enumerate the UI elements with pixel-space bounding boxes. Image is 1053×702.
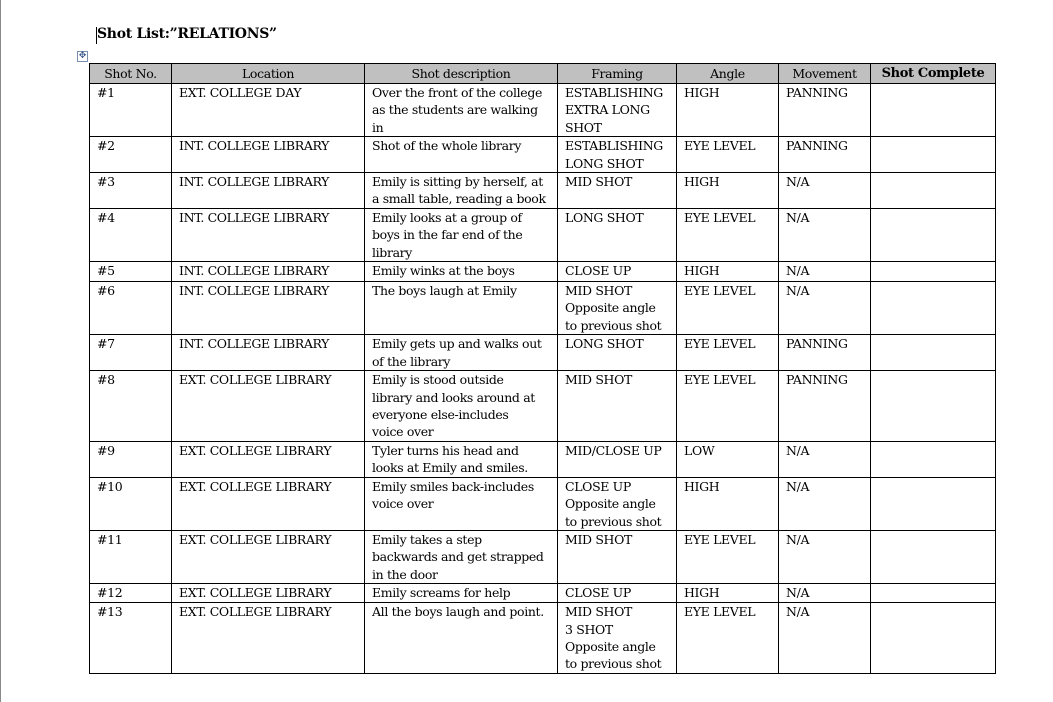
cell-movement[interactable]: PANNING: [779, 335, 871, 371]
cell-movement[interactable]: N/A: [779, 173, 871, 209]
cell-location[interactable]: INT. COLLEGE LIBRARY: [172, 137, 365, 173]
cell-angle[interactable]: EYE LEVEL: [677, 282, 779, 335]
cell-movement[interactable]: PANNING: [779, 371, 871, 442]
cell-description-line: voice over: [372, 496, 434, 512]
cell-angle[interactable]: EYE LEVEL: [677, 371, 779, 442]
cell-description-line: looks at Emily and smiles.: [372, 460, 528, 476]
table-row: [90, 335, 996, 371]
cell-framing[interactable]: [558, 335, 677, 371]
cell-angle[interactable]: HIGH: [677, 173, 779, 209]
cell-framing-line: MID SHOT: [565, 372, 632, 388]
header-shot-complete[interactable]: Shot Complete: [871, 64, 996, 84]
cell-movement[interactable]: PANNING: [779, 137, 871, 173]
cell-location[interactable]: EXT. COLLEGE LIBRARY: [172, 441, 365, 477]
cell-framing-line: MID/CLOSE UP: [565, 442, 662, 458]
cell-description[interactable]: [365, 371, 558, 442]
cell-framing-line: to previous shot: [565, 513, 662, 529]
cell-description-line: everyone else-includes: [372, 406, 509, 422]
cell-shot-complete[interactable]: [871, 262, 996, 282]
cell-shot-complete[interactable]: [871, 477, 996, 530]
cell-framing[interactable]: [558, 282, 677, 335]
cell-location[interactable]: INT. COLLEGE LIBRARY: [172, 335, 365, 371]
table-row: [90, 208, 996, 261]
cell-framing-line: ESTABLISHING: [565, 85, 663, 100]
table-row: [90, 84, 996, 137]
cell-framing-line: CLOSE UP: [565, 263, 631, 279]
cell-description-line: voice over: [372, 424, 434, 440]
cell-framing-line: Opposite angle: [565, 638, 656, 654]
cell-description[interactable]: [365, 477, 558, 530]
cell-location[interactable]: EXT. COLLEGE LIBRARY: [172, 530, 365, 583]
cell-framing-line: Opposite angle: [565, 496, 656, 512]
cell-description-line: All the boys laugh and point.: [372, 604, 544, 620]
cell-framing-line: SHOT: [565, 119, 602, 135]
cell-description[interactable]: [365, 262, 558, 282]
cell-shot-no[interactable]: #6: [90, 282, 172, 335]
cell-framing-line: to previous shot: [565, 317, 662, 333]
table-row: [90, 282, 996, 335]
table-row: [90, 173, 996, 209]
cell-framing[interactable]: [558, 603, 677, 674]
cell-shot-no[interactable]: #4: [90, 208, 172, 261]
cell-shot-no[interactable]: #3: [90, 173, 172, 209]
cell-framing-line: LONG SHOT: [565, 209, 644, 225]
cell-framing[interactable]: [558, 262, 677, 282]
cell-description[interactable]: [365, 208, 558, 261]
cell-description-line: Tyler turns his head and: [372, 442, 519, 458]
header-shot-no[interactable]: Shot No.: [90, 64, 172, 84]
cell-framing-line: Opposite angle: [565, 300, 656, 316]
cell-description[interactable]: [365, 335, 558, 371]
cell-framing-line: LONG SHOT: [565, 336, 644, 352]
cell-description[interactable]: [365, 441, 558, 477]
cell-movement[interactable]: N/A: [779, 282, 871, 335]
cell-angle[interactable]: EYE LEVEL: [677, 137, 779, 173]
cell-framing[interactable]: [558, 137, 677, 173]
cell-angle[interactable]: HIGH: [677, 84, 779, 137]
cell-description[interactable]: [365, 173, 558, 209]
table-body: [90, 84, 996, 674]
table-row: [90, 137, 996, 173]
cell-shot-complete[interactable]: [871, 371, 996, 442]
cell-movement[interactable]: N/A: [779, 441, 871, 477]
cell-description-line: Emily looks at a group of: [372, 209, 522, 225]
cell-framing-line: CLOSE UP: [565, 478, 631, 494]
cell-angle[interactable]: LOW: [677, 441, 779, 477]
cell-shot-no[interactable]: #11: [90, 530, 172, 583]
cell-framing[interactable]: [558, 208, 677, 261]
table-row: [90, 530, 996, 583]
move-cross-icon[interactable]: ✥: [78, 51, 87, 61]
cell-shot-complete[interactable]: [871, 603, 996, 674]
cell-framing-line: CLOSE UP: [565, 585, 631, 601]
cell-angle[interactable]: EYE LEVEL: [677, 603, 779, 674]
header-framing[interactable]: Framing: [558, 64, 677, 84]
cell-description-line: in: [372, 119, 384, 135]
cell-description[interactable]: [365, 84, 558, 137]
cell-description-line: Emily screams for help: [372, 585, 511, 601]
cell-framing-line: MID SHOT: [565, 283, 632, 299]
cell-framing-line: EXTRA LONG: [565, 102, 650, 118]
cell-description[interactable]: [365, 282, 558, 335]
cell-description-line: of the library: [372, 353, 451, 369]
cell-shot-no[interactable]: #2: [90, 137, 172, 173]
cell-description-line: in the door: [372, 566, 438, 582]
header-angle[interactable]: Angle: [677, 64, 779, 84]
cell-description-line: Emily is sitting by herself, at: [372, 174, 543, 190]
cell-framing[interactable]: [558, 477, 677, 530]
cell-framing-line: MID SHOT: [565, 174, 632, 190]
cell-framing[interactable]: [558, 173, 677, 209]
header-movement[interactable]: Movement: [779, 64, 871, 84]
cell-shot-no[interactable]: #9: [90, 441, 172, 477]
cell-framing[interactable]: [558, 371, 677, 442]
cell-shot-no[interactable]: #8: [90, 371, 172, 442]
cell-shot-complete[interactable]: [871, 282, 996, 335]
cell-description-line: Emily smiles back-includes: [372, 478, 534, 494]
cell-shot-complete[interactable]: [871, 441, 996, 477]
cell-framing[interactable]: [558, 84, 677, 137]
cell-description-line: library: [372, 244, 413, 260]
cell-shot-no[interactable]: #10: [90, 477, 172, 530]
table-row: [90, 441, 996, 477]
cell-location[interactable]: INT. COLLEGE LIBRARY: [172, 282, 365, 335]
shot-list-table[interactable]: [89, 63, 996, 674]
cell-description-line: backwards and get strapped: [372, 549, 544, 565]
document-title[interactable]: Shot List:”RELATIONS”: [97, 26, 277, 42]
cell-movement[interactable]: N/A: [779, 262, 871, 282]
cell-shot-no[interactable]: #5: [90, 262, 172, 282]
cell-location[interactable]: EXT. COLLEGE LIBRARY: [172, 371, 365, 442]
cell-location[interactable]: EXT. COLLEGE LIBRARY: [172, 477, 365, 530]
cell-description-line: Over the front of the college: [372, 85, 543, 100]
cell-movement[interactable]: N/A: [779, 603, 871, 674]
cell-description-line: boys in the far end of the: [372, 227, 523, 243]
cell-shot-complete[interactable]: [871, 137, 996, 173]
header-shot-description[interactable]: Shot description: [365, 64, 558, 84]
table-row: [90, 371, 996, 442]
table-row: [90, 603, 996, 674]
cell-framing-line: 3 SHOT: [565, 621, 613, 637]
cell-angle[interactable]: EYE LEVEL: [677, 208, 779, 261]
cell-angle[interactable]: EYE LEVEL: [677, 530, 779, 583]
cell-movement[interactable]: N/A: [779, 477, 871, 530]
cell-movement[interactable]: N/A: [779, 584, 871, 603]
cell-location[interactable]: INT. COLLEGE LIBRARY: [172, 173, 365, 209]
cell-location[interactable]: INT. COLLEGE LIBRARY: [172, 208, 365, 261]
cell-location[interactable]: EXT. COLLEGE LIBRARY: [172, 584, 365, 603]
cell-angle[interactable]: HIGH: [677, 262, 779, 282]
cell-shot-complete[interactable]: [871, 84, 996, 137]
cell-location[interactable]: EXT. COLLEGE DAY: [172, 84, 365, 137]
cell-shot-no[interactable]: #1: [90, 84, 172, 137]
cell-description[interactable]: [365, 603, 558, 674]
cell-description[interactable]: [365, 584, 558, 603]
cell-shot-complete[interactable]: [871, 208, 996, 261]
cell-framing[interactable]: [558, 441, 677, 477]
header-location[interactable]: Location: [172, 64, 365, 84]
cell-framing-line: MID SHOT: [565, 604, 632, 620]
cell-description-line: a small table, reading a book: [372, 191, 546, 207]
cell-description-line: library and looks around at: [372, 389, 535, 405]
cell-movement[interactable]: PANNING: [779, 84, 871, 137]
cell-description-line: Shot of the whole library: [372, 138, 522, 154]
page-left-edge: [0, 0, 1, 702]
table-row: [90, 584, 996, 603]
cell-framing-line: LONG SHOT: [565, 155, 644, 171]
cell-shot-no[interactable]: #13: [90, 603, 172, 674]
cell-description-line: Emily winks at the boys: [372, 263, 515, 279]
cell-location[interactable]: EXT. COLLEGE LIBRARY: [172, 603, 365, 674]
cell-movement[interactable]: N/A: [779, 208, 871, 261]
table-row: [90, 477, 996, 530]
cell-description[interactable]: [365, 530, 558, 583]
cell-framing[interactable]: [558, 584, 677, 603]
cell-description[interactable]: [365, 137, 558, 173]
cell-framing-line: MID SHOT: [565, 531, 632, 547]
cell-description-line: The boys laugh at Emily: [372, 283, 517, 299]
cell-framing-line: to previous shot: [565, 656, 662, 672]
cell-movement[interactable]: N/A: [779, 530, 871, 583]
header-row: [90, 64, 996, 84]
cell-description-line: Emily gets up and walks out: [372, 336, 542, 352]
cell-location[interactable]: INT. COLLEGE LIBRARY: [172, 262, 365, 282]
cell-description-line: Emily takes a step: [372, 531, 482, 547]
cell-shot-no[interactable]: #7: [90, 335, 172, 371]
cell-angle[interactable]: HIGH: [677, 584, 779, 603]
cell-description-line: Emily is stood outside: [372, 372, 504, 388]
cell-shot-complete[interactable]: [871, 584, 996, 603]
cell-angle[interactable]: HIGH: [677, 477, 779, 530]
cell-shot-complete[interactable]: [871, 335, 996, 371]
cell-shot-complete[interactable]: [871, 530, 996, 583]
cell-angle[interactable]: EYE LEVEL: [677, 335, 779, 371]
cell-shot-no[interactable]: #12: [90, 584, 172, 603]
cell-framing-line: ESTABLISHING: [565, 138, 663, 154]
cell-framing[interactable]: [558, 530, 677, 583]
cell-description-line: as the students are walking: [372, 102, 538, 118]
cell-shot-complete[interactable]: [871, 173, 996, 209]
table-row: [90, 262, 996, 282]
